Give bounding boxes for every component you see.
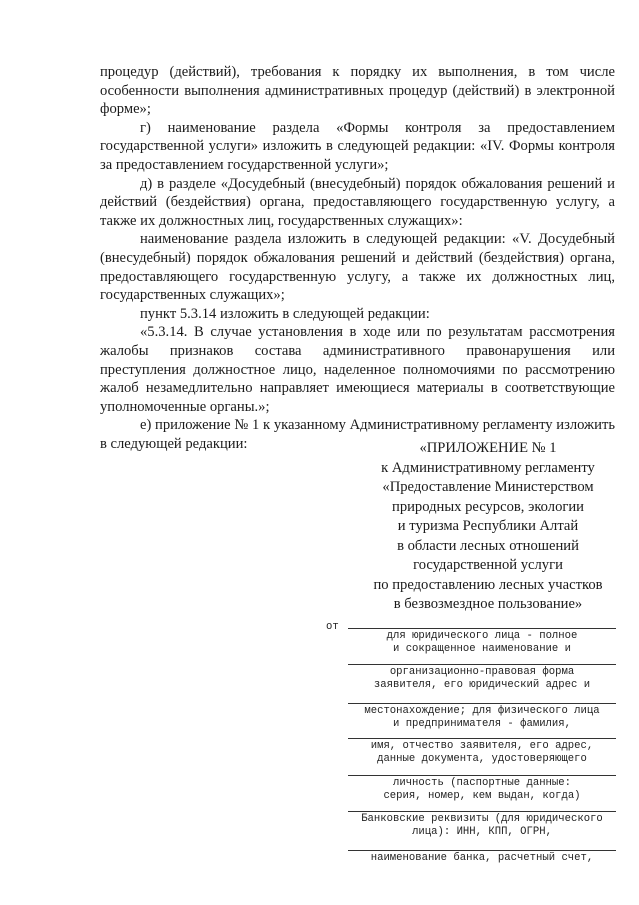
field-caption: лица): ИНН, КПП, ОГРН, <box>412 826 552 838</box>
appendix-line: к Административному регламенту <box>381 459 595 476</box>
field-caption: и сокращенное наименование и <box>392 643 571 655</box>
field-caption: местонахождение; для физического лица <box>364 705 600 717</box>
field-caption: серия, номер, кем выдан, когда) <box>383 790 581 802</box>
field-caption: Банковские реквизиты (для юридического <box>361 813 603 825</box>
paragraph: д) в разделе «Досудебный (внесудебный) порядок обжалования решений и действий (бездействия) органа, предоставляющего государственную услугу, а также их должностных лиц, государственных служащих»: <box>100 175 615 229</box>
fill-line[interactable] <box>348 850 616 851</box>
paragraph: процедур (действий), требования к порядку их выполнения, в том числе особенности выполнения административных процедур (действий) в электронной форме»; <box>100 64 615 118</box>
fill-line[interactable] <box>348 811 616 812</box>
fill-line[interactable] <box>348 664 616 665</box>
from-label: от <box>326 621 339 633</box>
field-caption: организационно-правовая форма <box>389 666 575 678</box>
paragraph: г) наименование раздела «Формы контроля за предоставлением государственной услуги» изложить в следующей редакции: «IV. Формы контроля за предоставлением государственной услуги»; <box>100 119 615 173</box>
appendix-line: «ПРИЛОЖЕНИЕ № 1 <box>419 440 557 456</box>
appendix-line: и туризма Республики Алтай <box>397 518 579 534</box>
field-caption: и предпринимателя - фамилия, <box>392 718 571 730</box>
fill-line[interactable] <box>348 703 616 704</box>
appendix-line: государственной услуги <box>413 557 563 573</box>
body-text <box>100 63 615 453</box>
appendix-line: природных ресурсов, экологии <box>392 498 584 515</box>
appendix-line: «Предоставление Министерством <box>382 479 594 495</box>
paragraph: е) приложение № 1 к указанному Административному регламенту изложить в следующей редакции: <box>100 417 615 452</box>
appendix-line: по предоставлению лесных участков <box>373 576 603 593</box>
paragraph: «5.3.14. В случае установления в ходе или по результатам рассмотрения жалобы признаков состава административного правонарушения или преступления должностное лицо, наделенное полномочиями по рассмотрению жалоб незамедлительно направляет имеющиеся материалы в соответствующие уполномоченные органы.»; <box>100 324 615 415</box>
appendix-line: в безвозмездное пользование» <box>393 596 583 612</box>
fill-line[interactable] <box>348 738 616 739</box>
paragraph: наименование раздела изложить в следующей редакции: «V. Досудебный (внесудебный) порядок обжалования решений и действий (бездействия) органа, предоставляющего государственную услугу, а также их должностных лиц, государственных служащих»; <box>100 231 615 304</box>
field-caption: данные документа, удостоверяющего <box>377 753 587 765</box>
field-caption: наименование банка, расчетный счет, <box>370 852 594 864</box>
appendix-header <box>358 439 618 615</box>
field-caption: имя, отчество заявителя, его адрес, <box>370 740 594 752</box>
field-caption: личность (паспортные данные: <box>392 777 571 789</box>
field-caption: заявителя, его юридический адрес и <box>373 679 591 691</box>
fill-line[interactable] <box>348 628 616 629</box>
field-caption: для юридического лица - полное <box>386 630 578 642</box>
appendix-line: в области лесных отношений <box>397 537 579 554</box>
fill-line[interactable] <box>348 775 616 776</box>
paragraph: пункт 5.3.14 изложить в следующей редакции: <box>140 305 430 322</box>
